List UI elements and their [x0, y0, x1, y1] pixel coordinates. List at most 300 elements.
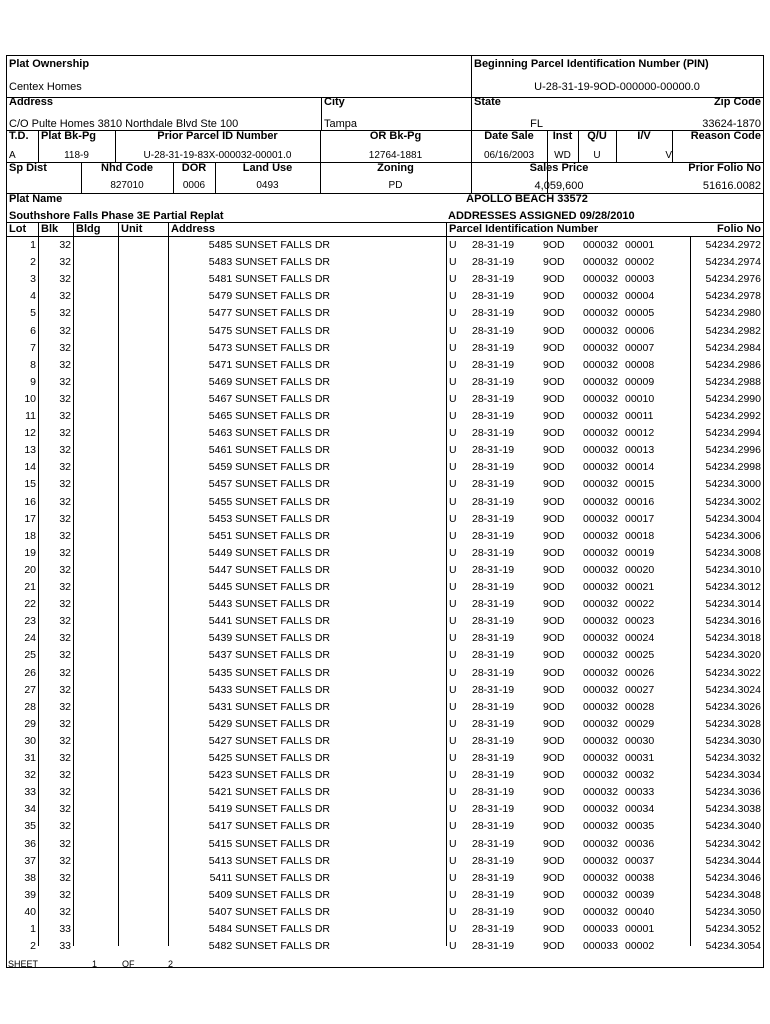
cell-blk: 33 [59, 923, 71, 935]
cell-pin-prefix: U [449, 256, 457, 269]
col-blk-header: Blk [41, 223, 59, 235]
cell-blk: 32 [59, 683, 71, 696]
cell-pin-block: 000033 [583, 940, 619, 953]
table-row [7, 716, 763, 733]
cell-blk: 32 [59, 478, 71, 491]
cell-folio: 54234.3002 [705, 495, 761, 508]
cell-folio: 54234.3016 [705, 615, 761, 628]
cell-pin-lot: 00027 [625, 683, 655, 696]
cell-pin-lot: 00026 [625, 666, 655, 679]
cell-address: 5417 SUNSET FALLS DR [208, 820, 330, 833]
cell-blk: 32 [59, 273, 71, 286]
cell-pin-twp: 28-31-19 [472, 598, 515, 611]
cell-pin-lot: 00033 [625, 786, 655, 799]
table-row [7, 579, 763, 596]
cell-pin-block: 000032 [583, 341, 619, 354]
col-address-header: Address [171, 223, 216, 235]
address-value: C/O Pulte Homes 3810 Northdale Blvd Ste 100 [9, 118, 239, 130]
table-row [7, 665, 763, 682]
cell-pin-lot: 00029 [625, 717, 655, 730]
cell-pin-block: 000032 [583, 871, 619, 884]
cell-pin-sub: 9OD [543, 615, 565, 628]
table-row [7, 699, 763, 716]
cell-pin-sub: 9OD [543, 392, 565, 405]
cell-pin-block: 000032 [583, 307, 619, 320]
cell-pin-lot: 00012 [625, 427, 655, 440]
orbk-value: 12764-1881 [368, 150, 423, 161]
cell-lot: 20 [24, 563, 36, 576]
cell-pin-lot: 00009 [625, 375, 655, 388]
table-row [7, 408, 763, 425]
cell-pin-lot: 00004 [625, 290, 655, 303]
cell-pin-lot: 00037 [625, 854, 655, 867]
cell-lot: 33 [24, 786, 36, 799]
cell-address: 5484 SUNSET FALLS DR [208, 923, 330, 935]
cell-pin-lot: 00018 [625, 529, 655, 542]
cell-blk: 32 [59, 461, 71, 474]
table-row [7, 887, 763, 904]
cell-lot: 25 [24, 649, 36, 662]
cell-blk: 32 [59, 649, 71, 662]
cell-lot: 19 [24, 546, 36, 559]
cell-pin-lot: 00024 [625, 632, 655, 645]
cell-lot: 21 [24, 581, 36, 593]
cell-pin-lot: 00017 [625, 512, 655, 525]
cell-pin-prefix: U [449, 461, 457, 474]
cell-blk: 32 [59, 598, 71, 611]
cell-pin-twp: 28-31-19 [472, 786, 515, 799]
cell-pin-lot: 00007 [625, 341, 655, 354]
cell-pin-prefix: U [449, 392, 457, 405]
cell-pin-sub: 9OD [543, 632, 565, 645]
cell-pin-lot: 00022 [625, 598, 655, 611]
cell-pin-prefix: U [449, 683, 457, 696]
cell-address: 5457 SUNSET FALLS DR [208, 478, 330, 491]
table-row [7, 596, 763, 613]
cell-pin-sub: 9OD [543, 700, 565, 713]
cell-pin-sub: 9OD [543, 427, 565, 440]
cell-address: 5461 SUNSET FALLS DR [208, 444, 330, 457]
cell-blk: 32 [59, 666, 71, 679]
city-label: City [324, 96, 345, 108]
cell-blk: 32 [59, 529, 71, 542]
cell-pin-block: 000032 [583, 256, 619, 269]
cell-lot: 17 [24, 512, 36, 525]
cell-pin-block: 000032 [583, 905, 619, 918]
cell-address: 5451 SUNSET FALLS DR [208, 529, 330, 542]
cell-lot: 4 [30, 290, 36, 303]
qu-label: Q/U [587, 130, 607, 142]
table-row [7, 459, 763, 476]
table-row [7, 528, 763, 545]
cell-pin-block: 000032 [583, 888, 619, 901]
landuse-label: Land Use [242, 162, 293, 174]
table-row [7, 254, 763, 271]
cell-lot: 13 [24, 444, 36, 457]
zip-label: Zip Code [713, 96, 761, 108]
cell-folio: 54234.2988 [705, 375, 761, 388]
cell-pin-block: 000032 [583, 615, 619, 628]
cell-address: 5482 SUNSET FALLS DR [208, 940, 330, 953]
cell-pin-block: 000032 [583, 410, 619, 422]
table-row [7, 442, 763, 459]
pin-label: Beginning Parcel Identification Number (PIN) [474, 58, 709, 70]
qu-value: U [593, 150, 601, 161]
cell-blk: 32 [59, 752, 71, 764]
cell-pin-lot: 00019 [625, 546, 655, 559]
cell-lot: 10 [24, 392, 36, 405]
table-row [7, 613, 763, 630]
cell-pin-twp: 28-31-19 [472, 837, 515, 850]
cell-address: 5439 SUNSET FALLS DR [208, 632, 330, 645]
cell-lot: 12 [24, 427, 36, 440]
state-value: FL [530, 118, 543, 130]
cell-blk: 32 [59, 734, 71, 747]
cell-pin-lot: 00003 [625, 273, 655, 286]
cell-pin-prefix: U [449, 427, 457, 440]
cell-folio: 54234.3012 [705, 581, 761, 593]
cell-pin-sub: 9OD [543, 478, 565, 491]
cell-lot: 27 [24, 683, 36, 696]
cell-pin-lot: 00016 [625, 495, 655, 508]
cell-pin-block: 000032 [583, 837, 619, 850]
cell-folio: 54234.3032 [705, 752, 761, 764]
cell-pin-block: 000032 [583, 717, 619, 730]
cell-pin-twp: 28-31-19 [472, 581, 515, 593]
cell-address: 5411 SUNSET FALLS DR [209, 871, 330, 884]
cell-blk: 32 [59, 581, 71, 593]
cell-pin-twp: 28-31-19 [472, 392, 515, 405]
cell-blk: 32 [59, 546, 71, 559]
table-row [7, 938, 763, 955]
cell-pin-sub: 9OD [543, 666, 565, 679]
cell-lot: 18 [24, 529, 36, 542]
cell-pin-lot: 00008 [625, 358, 655, 371]
inst-label: Inst [552, 130, 573, 142]
cell-pin-prefix: U [449, 546, 457, 559]
cell-address: 5429 SUNSET FALLS DR [208, 717, 330, 730]
cell-pin-sub: 9OD [543, 837, 565, 850]
table-row [7, 784, 763, 801]
cell-lot: 6 [30, 324, 36, 337]
cell-pin-lot: 00013 [625, 444, 655, 457]
cell-pin-prefix: U [449, 786, 457, 799]
city-value: Tampa [324, 118, 358, 130]
cell-pin-twp: 28-31-19 [472, 495, 515, 508]
cell-pin-sub: 9OD [543, 888, 565, 901]
cell-pin-block: 000032 [583, 752, 619, 764]
cell-pin-block: 000032 [583, 820, 619, 833]
cell-pin-sub: 9OD [543, 410, 565, 422]
orbk-label: OR Bk-Pg [369, 130, 422, 142]
table-row [7, 271, 763, 288]
cell-pin-twp: 28-31-19 [472, 410, 515, 422]
of-label: OF [122, 959, 135, 969]
cell-pin-twp: 28-31-19 [472, 307, 515, 320]
cell-pin-twp: 28-31-19 [472, 478, 515, 491]
table-row [7, 853, 763, 870]
cell-blk: 32 [59, 871, 71, 884]
cell-blk: 32 [59, 563, 71, 576]
sheet-label: SHEET [8, 959, 39, 969]
prior-folio-value: 51616.0082 [702, 180, 761, 192]
nhd-label: Nhd Code [101, 162, 153, 174]
table-row [7, 511, 763, 528]
cell-pin-sub: 9OD [543, 854, 565, 867]
cell-pin-prefix: U [449, 529, 457, 542]
cell-blk: 32 [59, 358, 71, 371]
cell-address: 5477 SUNSET FALLS DR [208, 307, 330, 320]
cell-blk: 32 [59, 341, 71, 354]
cell-blk: 32 [59, 837, 71, 850]
cell-address: 5441 SUNSET FALLS DR [208, 615, 330, 628]
cell-pin-prefix: U [449, 410, 457, 422]
cell-pin-sub: 9OD [543, 734, 565, 747]
cell-pin-twp: 28-31-19 [472, 529, 515, 542]
cell-pin-twp: 28-31-19 [472, 563, 515, 576]
cell-pin-sub: 9OD [543, 752, 565, 764]
cell-blk: 32 [59, 820, 71, 833]
cell-pin-prefix: U [449, 888, 457, 901]
cell-pin-lot: 00038 [625, 871, 655, 884]
landuse-value: 0493 [256, 180, 279, 191]
cell-folio: 54234.2998 [705, 461, 761, 474]
cell-blk: 32 [59, 307, 71, 320]
cell-lot: 11 [25, 410, 36, 422]
cell-pin-sub: 9OD [543, 581, 565, 593]
cell-blk: 32 [59, 769, 71, 782]
cell-address: 5415 SUNSET FALLS DR [208, 837, 330, 850]
cell-pin-prefix: U [449, 700, 457, 713]
cell-pin-block: 000032 [583, 769, 619, 782]
cell-lot: 40 [24, 905, 36, 918]
cell-pin-prefix: U [449, 478, 457, 491]
cell-pin-block: 000033 [583, 923, 619, 935]
cell-pin-twp: 28-31-19 [472, 923, 515, 935]
cell-pin-prefix: U [449, 923, 457, 935]
cell-pin-sub: 9OD [543, 683, 565, 696]
cell-pin-block: 000032 [583, 427, 619, 440]
cell-pin-prefix: U [449, 581, 457, 593]
cell-folio: 54234.3044 [705, 854, 761, 867]
cell-pin-sub: 9OD [543, 290, 565, 303]
cell-pin-lot: 00039 [625, 888, 655, 901]
cell-pin-block: 000032 [583, 495, 619, 508]
plat-name-value: Southshore Falls Phase 3E Partial Replat [9, 210, 224, 222]
table-row [7, 630, 763, 647]
cell-lot: 1 [30, 239, 36, 251]
cell-pin-twp: 28-31-19 [472, 820, 515, 833]
cell-pin-block: 000032 [583, 598, 619, 611]
cell-address: 5475 SUNSET FALLS DR [208, 324, 330, 337]
cell-address: 5407 SUNSET FALLS DR [208, 905, 330, 918]
cell-address: 5465 SUNSET FALLS DR [208, 410, 330, 422]
cell-pin-block: 000032 [583, 324, 619, 337]
cell-pin-twp: 28-31-19 [472, 752, 515, 764]
cell-folio: 54234.2990 [705, 392, 761, 405]
cell-folio: 54234.3030 [705, 734, 761, 747]
cell-address: 5447 SUNSET FALLS DR [208, 563, 330, 576]
cell-address: 5421 SUNSET FALLS DR [208, 786, 330, 799]
cell-pin-block: 000032 [583, 786, 619, 799]
table-row [7, 921, 763, 938]
table-row [7, 391, 763, 408]
cell-folio: 54234.3034 [705, 769, 761, 782]
cell-pin-twp: 28-31-19 [472, 239, 515, 251]
table-row [7, 305, 763, 322]
prior-folio-label: Prior Folio No [688, 162, 761, 174]
cell-pin-sub: 9OD [543, 273, 565, 286]
cell-address: 5467 SUNSET FALLS DR [208, 392, 330, 405]
cell-folio: 54234.3018 [705, 632, 761, 645]
cell-blk: 32 [59, 888, 71, 901]
table-row [7, 750, 763, 767]
cell-lot: 7 [30, 341, 36, 354]
cell-folio: 54234.3048 [705, 888, 761, 901]
cell-folio: 54234.2996 [705, 444, 761, 457]
cell-address: 5431 SUNSET FALLS DR [208, 700, 330, 713]
col-unit-header: Unit [121, 223, 143, 235]
cell-folio: 54234.2984 [705, 341, 761, 354]
rule-v-city [321, 97, 322, 130]
cell-pin-block: 000032 [583, 546, 619, 559]
cell-pin-prefix: U [449, 563, 457, 576]
cell-lot: 5 [30, 307, 36, 320]
cell-folio: 54234.3000 [705, 478, 761, 491]
plat-ownership-label: Plat Ownership [9, 58, 90, 70]
cell-pin-twp: 28-31-19 [472, 461, 515, 474]
cell-pin-block: 000032 [583, 273, 619, 286]
cell-pin-lot: 00010 [625, 392, 655, 405]
cell-folio: 54234.3028 [705, 717, 761, 730]
cell-pin-sub: 9OD [543, 324, 565, 337]
cell-pin-twp: 28-31-19 [472, 256, 515, 269]
cell-pin-block: 000032 [583, 734, 619, 747]
iv-value: V [665, 150, 672, 161]
cell-pin-block: 000032 [583, 239, 619, 251]
cell-pin-sub: 9OD [543, 256, 565, 269]
cell-pin-prefix: U [449, 820, 457, 833]
cell-address: 5419 SUNSET FALLS DR [208, 803, 330, 816]
cell-folio: 54234.3024 [705, 683, 761, 696]
cell-pin-lot: 00021 [625, 581, 655, 593]
cell-pin-sub: 9OD [543, 546, 565, 559]
cell-blk: 32 [59, 803, 71, 816]
cell-pin-twp: 28-31-19 [472, 700, 515, 713]
date-sale-label: Date Sale [484, 130, 534, 142]
platbk-label: Plat Bk-Pg [41, 130, 97, 142]
cell-pin-twp: 28-31-19 [472, 871, 515, 884]
table-row [7, 904, 763, 921]
cell-pin-block: 000032 [583, 666, 619, 679]
cell-pin-sub: 9OD [543, 375, 565, 388]
inst-value: WD [554, 150, 571, 161]
cell-lot: 30 [24, 734, 36, 747]
cell-lot: 22 [24, 598, 36, 611]
cell-address: 5485 SUNSET FALLS DR [208, 239, 330, 251]
cell-address: 5423 SUNSET FALLS DR [208, 769, 330, 782]
cell-address: 5455 SUNSET FALLS DR [208, 495, 330, 508]
cell-pin-twp: 28-31-19 [472, 273, 515, 286]
cell-address: 5435 SUNSET FALLS DR [208, 666, 330, 679]
table-row [7, 340, 763, 357]
cell-blk: 32 [59, 495, 71, 508]
cell-pin-block: 000032 [583, 358, 619, 371]
cell-pin-twp: 28-31-19 [472, 290, 515, 303]
sales-price-value: 4,059,600 [534, 180, 584, 192]
cell-blk: 32 [59, 632, 71, 645]
cell-address: 5483 SUNSET FALLS DR [208, 256, 330, 269]
table-row [7, 870, 763, 887]
cell-lot: 16 [24, 495, 36, 508]
cell-folio: 54234.3042 [705, 837, 761, 850]
cell-pin-lot: 00002 [625, 940, 655, 953]
cell-pin-block: 000032 [583, 803, 619, 816]
cell-lot: 38 [24, 871, 36, 884]
cell-folio: 54234.3026 [705, 700, 761, 713]
cell-pin-block: 000032 [583, 392, 619, 405]
cell-blk: 33 [59, 940, 71, 953]
table-row [7, 545, 763, 562]
table-row [7, 733, 763, 750]
cell-pin-sub: 9OD [543, 717, 565, 730]
cell-folio: 54234.2980 [705, 307, 761, 320]
cell-lot: 37 [24, 854, 36, 867]
cell-lot: 2 [30, 256, 36, 269]
cell-address: 5437 SUNSET FALLS DR [208, 649, 330, 662]
cell-pin-twp: 28-31-19 [472, 632, 515, 645]
cell-pin-twp: 28-31-19 [472, 734, 515, 747]
cell-blk: 32 [59, 512, 71, 525]
cell-address: 5459 SUNSET FALLS DR [208, 461, 330, 474]
cell-pin-sub: 9OD [543, 461, 565, 474]
col-lot-header: Lot [9, 223, 27, 235]
owner-value: Centex Homes [9, 81, 82, 93]
plat-name-label: Plat Name [9, 193, 63, 205]
dor-label: DOR [181, 162, 207, 174]
table-row [7, 476, 763, 493]
cell-pin-prefix: U [449, 341, 457, 354]
cell-pin-block: 000032 [583, 581, 619, 593]
cell-lot: 1 [30, 923, 36, 935]
cell-pin-lot: 00014 [625, 461, 655, 474]
cell-pin-prefix: U [449, 752, 457, 764]
cell-pin-block: 000032 [583, 854, 619, 867]
cell-pin-prefix: U [449, 324, 457, 337]
cell-pin-block: 000032 [583, 683, 619, 696]
cell-address: 5473 SUNSET FALLS DR [208, 341, 330, 354]
table-row [7, 682, 763, 699]
cell-pin-sub: 9OD [543, 239, 565, 251]
cell-pin-prefix: U [449, 632, 457, 645]
cell-pin-lot: 00025 [625, 649, 655, 662]
zip-value: 33624-1870 [702, 118, 761, 130]
cell-blk: 32 [59, 290, 71, 303]
cell-pin-twp: 28-31-19 [472, 444, 515, 457]
table-row [7, 836, 763, 853]
cell-lot: 28 [24, 700, 36, 713]
iv-label: I/V [637, 130, 651, 142]
cell-folio: 54234.3014 [705, 598, 761, 611]
prior-pid-label: Prior Parcel ID Number [157, 130, 278, 142]
col-folio-header: Folio No [717, 223, 761, 235]
cell-pin-sub: 9OD [543, 563, 565, 576]
dor-value: 0006 [182, 180, 206, 191]
cell-lot: 32 [24, 769, 36, 782]
cell-pin-prefix: U [449, 307, 457, 320]
cell-pin-sub: 9OD [543, 871, 565, 884]
cell-address: 5471 SUNSET FALLS DR [208, 358, 330, 371]
